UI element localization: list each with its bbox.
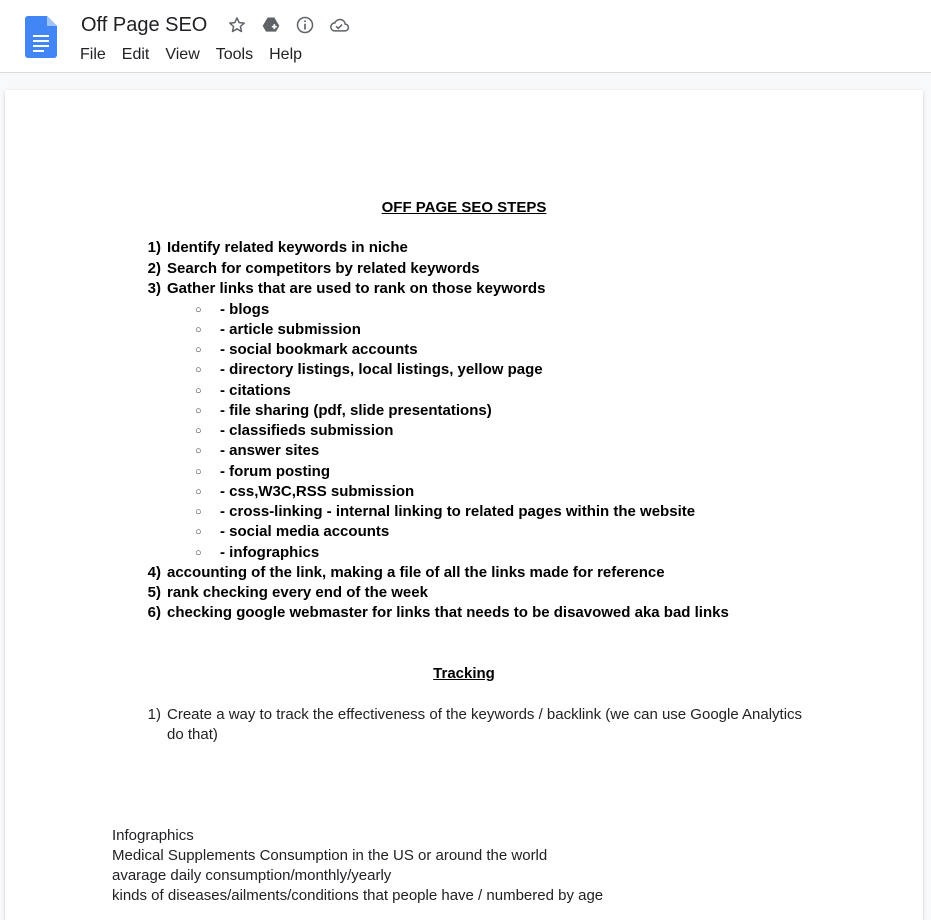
sub-list-text: - social media accounts	[220, 523, 390, 540]
note-line: avarage daily consumption/monthly/yearly	[112, 867, 392, 884]
circle-bullet-icon: ○	[195, 486, 202, 498]
docs-header	[0, 0, 931, 73]
sub-list-text: - cross-linking - internal linking to related pages within the website	[220, 503, 696, 520]
document-title[interactable]: Off Page SEO	[81, 14, 208, 36]
list-number: 1)	[147, 706, 161, 723]
list-text: Search for competitors by related keywords	[167, 260, 480, 277]
move-to-drive-icon[interactable]	[260, 14, 282, 36]
sub-list-text: - classifieds submission	[220, 422, 394, 439]
sub-list-text: - css,W3C,RSS submission	[220, 483, 415, 500]
list-number: 2)	[147, 260, 161, 277]
circle-bullet-icon: ○	[195, 466, 202, 478]
circle-bullet-icon: ○	[195, 547, 202, 559]
circle-bullet-icon: ○	[195, 506, 202, 518]
list-text: accounting of the link, making a file of all the links made for reference	[167, 564, 665, 581]
note-line: kinds of diseases/ailments/conditions that people have / numbered by age	[112, 887, 604, 904]
list-text: Create a way to track the effectiveness of the keywords / backlink (we can use Google Analytics do that)	[167, 706, 803, 743]
sub-list-text: - blogs	[220, 301, 270, 318]
menu-help[interactable]: Help	[269, 46, 303, 63]
circle-bullet-icon: ○	[195, 425, 202, 437]
note-line: Infographics	[112, 827, 194, 844]
list-text: rank checking every end of the week	[167, 584, 428, 601]
title-actions	[226, 14, 350, 36]
list-number: 1)	[147, 239, 161, 256]
circle-bullet-icon: ○	[195, 385, 202, 397]
sub-list-text: - directory listings, local listings, yellow page	[220, 361, 543, 378]
menu-tools[interactable]: Tools	[215, 46, 254, 63]
circle-bullet-icon: ○	[195, 344, 202, 356]
heading-tracking: Tracking	[433, 665, 495, 682]
sub-list-text: - file sharing (pdf, slide presentations)	[220, 402, 492, 419]
menu-edit[interactable]: Edit	[121, 46, 150, 63]
sub-list-text: - answer sites	[220, 442, 320, 459]
document-page[interactable]	[5, 90, 923, 920]
list-number: 6)	[147, 604, 161, 621]
circle-bullet-icon: ○	[195, 405, 202, 417]
circle-bullet-icon: ○	[195, 445, 202, 457]
note-line: Medical Supplements Consumption in the US or around the world	[112, 847, 548, 864]
list-text: Gather links that are used to rank on those keywords	[167, 280, 546, 297]
menu-bar	[72, 42, 310, 68]
menu-file[interactable]: File	[80, 46, 106, 63]
list-number: 4)	[147, 564, 161, 581]
sub-list-text: - social bookmark accounts	[220, 341, 418, 358]
info-icon[interactable]	[294, 14, 316, 36]
sub-list-text: - article submission	[220, 321, 361, 338]
heading-off-page-seo-steps: OFF PAGE SEO STEPS	[381, 199, 547, 216]
cloud-status-icon[interactable]	[328, 14, 350, 36]
list-number: 3)	[147, 280, 161, 297]
circle-bullet-icon: ○	[195, 304, 202, 316]
sub-list-text: - forum posting	[220, 463, 330, 480]
google-docs-logo-icon[interactable]	[25, 16, 57, 58]
circle-bullet-icon: ○	[195, 324, 202, 336]
menu-view[interactable]: View	[165, 46, 200, 63]
list-text: checking google webmaster for links that needs to be disavowed aka bad links	[167, 604, 729, 621]
circle-bullet-icon: ○	[195, 526, 202, 538]
sub-list-text: - citations	[220, 382, 291, 399]
circle-bullet-icon: ○	[195, 364, 202, 376]
list-number: 5)	[147, 584, 161, 601]
star-icon[interactable]	[226, 14, 248, 36]
sub-list-text: - infographics	[220, 544, 320, 561]
list-text: Identify related keywords in niche	[167, 239, 408, 256]
